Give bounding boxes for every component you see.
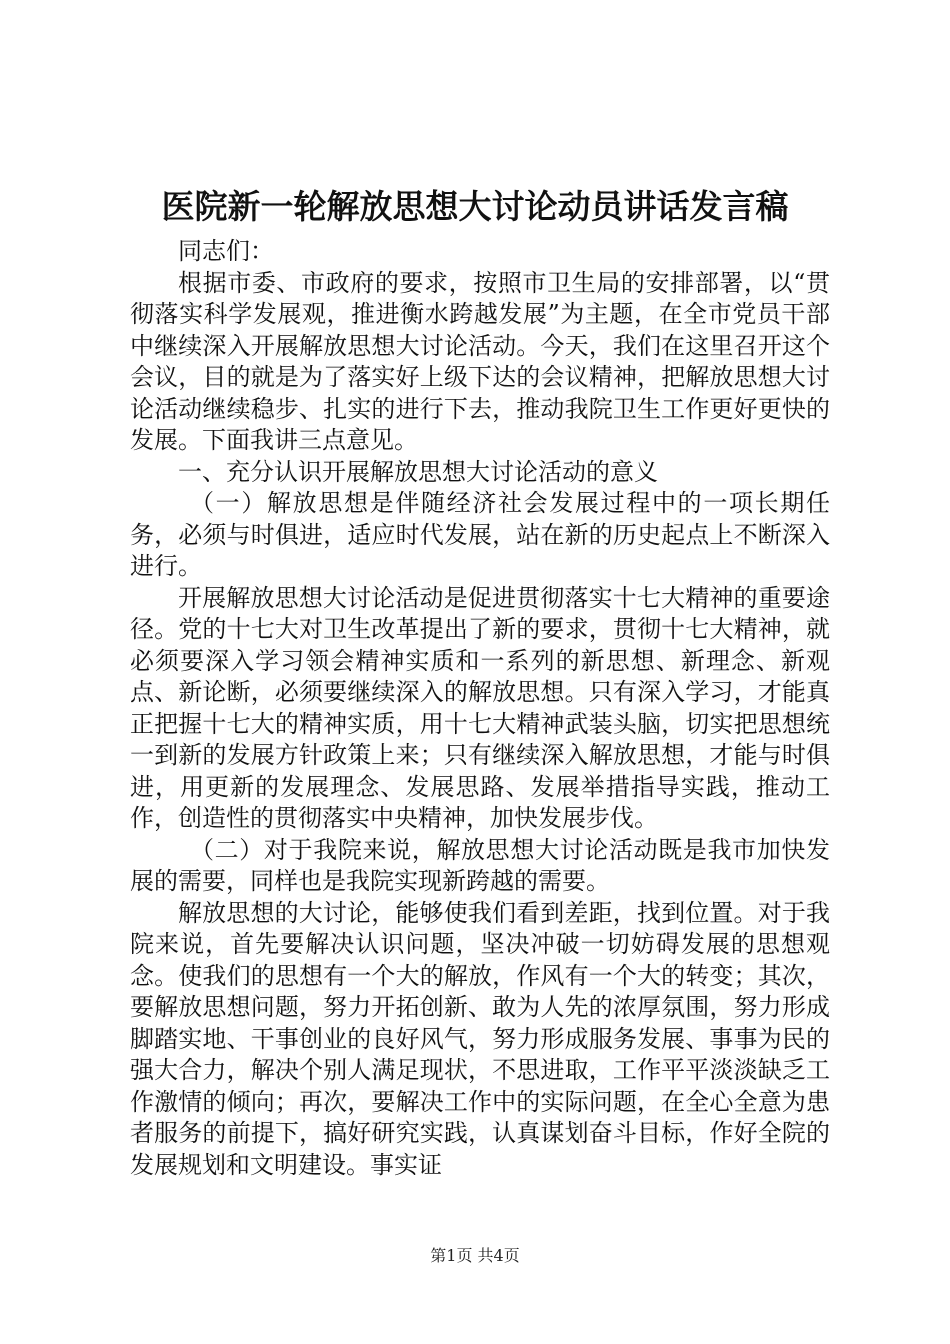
subsection-heading-2: （二）对于我院来说，解放思想大讨论活动既是我市加快发展的需要，同样也是我院实现新跨越的需要。 [130,835,830,895]
page-number-footer: 第1页 共4页 [430,1246,520,1265]
document-body [130,236,830,1181]
body-paragraph-2: 解放思想的大讨论，能够使我们看到差距，找到位置。对于我院来说，首先要解决认识问题，坚决冲破一切妨碍发展的思想观念。使我们的思想有一个大的解放，作风有一个大的转变；其次，要解放思想问题，努力开拓创新、敢为人先的浓厚氛围，努力形成脚踏实地、干事创业的良好风气，努力形成服务发展、事事为民的强大合力，解决个别人满足现状，不思进取，工作平平淡淡缺乏工作激情的倾向；再次，要解决工作中的实际问题，在全心全意为患者服务的前提下，搞好研究实践，认真谋划奋斗目标，作好全院的发展规划和文明建设。事实证 [130,898,830,1179]
body-paragraph-1: 开展解放思想大讨论活动是促进贯彻落实十七大精神的重要途径。党的十七大对卫生改革提出了新的要求，贯彻十七大精神，就必须要深入学习领会精神实质和一系列的新思想、新理念、新观点、新论断，必须要继续深入的解放思想。只有深入学习，才能真正把握十七大的精神实质，用十七大精神武装头脑，切实把思想统一到新的发展方针政策上来；只有继续深入解放思想，才能与时俱进，用更新的发展理念、发展思路、发展举措指导实践，推动工作，创造性的贯彻落实中央精神，加快发展步伐。 [130,583,830,832]
section-heading-1: 一、充分认识开展解放思想大讨论活动的意义 [178,457,658,486]
salutation-paragraph: 同志们： [178,237,274,265]
document-title: 医院新一轮解放思想大讨论动员讲话发言稿 [161,187,789,226]
subsection-heading-1: （一）解放思想是伴随经济社会发展过程中的一项长期任务，必须与时俱进，适应时代发展，站在新的历史起点上不断深入进行。 [130,489,830,580]
intro-paragraph: 根据市委、市政府的要求，按照市卫生局的安排部署，以“贯彻落实科学发展观，推进衡水跨越发展”为主题，在全市党员干部中继续深入开展解放思想大讨论活动。今天，我们在这里召开这个会议，目的就是为了落实好上级下达的会议精神，把解放思想大讨论活动继续稳步、扎实的进行下去，推动我院卫生工作更好更快的发展。下面我讲三点意见。 [130,268,830,454]
